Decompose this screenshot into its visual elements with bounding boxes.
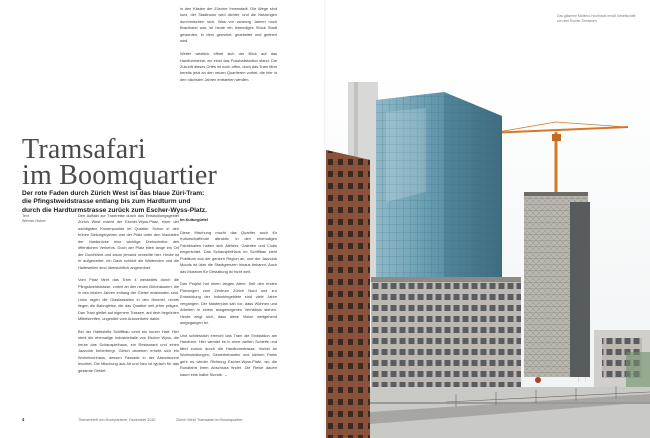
paragraph-text: Und schliesslich erreicht das Tram die Endstation am Hardturm. Hier wendet es in einer weiten Schleife und fährt zurück durch die Hardturmstrasse. Vorbei an Wohnsiedlungen, Gewerbebauten und kleinen Parks geht es wieder Richtung Escher-Wyss-Platz, wo die Rundfahrt ihren Abschluss findet. Die Reise dauert kaum eine halbe Stunde. xyxy=(180,332,277,377)
body-paragraph: in den Kästen der Zürcher Innenstadt. Die Wege sind kurz, der Stadtraum wird dichter, und die Nutzungen durchmischen sich. Was vor zwanzig Jahren noch Brachland war, ist heute ein lebendiges Stück Stadt geworden, in dem gewohnt, gearbeitet und gefeiert wird. xyxy=(180,6,277,44)
headline-line: im Boomquartier xyxy=(22,160,218,191)
column-2-top xyxy=(180,6,277,217)
body-column-1 xyxy=(78,213,179,381)
architecture-photo xyxy=(326,72,650,438)
headline-line: Tramsafari xyxy=(22,134,146,165)
photo-caption: Das gläserne Mobimo-Hochhaus erhält Gesellschaft von den Escher-Terrassen. xyxy=(557,14,636,23)
body-paragraph: Diese Mischung macht das Quartier auch für Kulturschaffende attraktiv. In den ehemaligen Fabrikhallen haben sich Ateliers, Galerien und Clubs eingerichtet. Das Schauspielhaus im Schiffbau zieht Publikum aus der ganzen Region an, und der Jazzclub Moods ist über die Stadtgrenzen hinaus bekannt. Auch das Museum für Gestaltung ist nicht weit. xyxy=(180,229,277,274)
credits-label: Text xyxy=(22,214,29,218)
building-under-construction xyxy=(524,192,590,382)
body-paragraph: Den Auftakt zur Tramreise durch das Entwicklungsgebiet Zürich West macht der Escher-Wyss-Platz, einer der wichtigsten Knotenpunkte im Quartier. Schon in den frühen Siebzigerjahren war der Platz unter den Viadukten der Hardbrücke eine wichtige Drehscheibe des öffentlichen Verkehrs. Doch der Platz blieb lange ein Ort der Durchfahrt und kaum jemand verweilte hier. Heute ist er aufgewertet, ein Dach schützt die Wartenden und die Haltestellen sind übersichtlich angeordnet. xyxy=(78,213,179,270)
body-paragraph: Vom Platz fährt das Tram 4 westwärts durch die Pfingstweidstrasse, vorbei an den neuen Bürohäusern, die in den letzten Jahren entlang der Gleise entstanden sind. Links ragen die Glasfassaden in den Himmel, rechts liegen die Bahngleise, die das Quartier seit jeher prägen. Das Tram gleitet auf eigenem Trassee, auf dem begrünten Mittelstreifen, ungestört vom Autoverkehr dahin. xyxy=(78,277,179,322)
page-number: 4 xyxy=(22,417,25,422)
footer-title: Tramsafari im Boomquartier xyxy=(197,418,243,422)
body-paragraph: Bei der Haltestelle Schiffbau lohnt ein kurzer Halt: Hier steht die ehemalige Industriehalle von Escher Wyss, die heute das Schauspielhaus, ein Restaurant und einen Jazzclub beherbergt. Gleich daneben erhebt sich ein Wohnhochhaus, dessen Fassade in der Abendsonne leuchtet. Die Mischung aus Alt und Neu ist typisch für das gesamte Gebiet. xyxy=(78,329,179,373)
author-credits xyxy=(22,214,46,224)
brick-building xyxy=(326,150,370,438)
end-mark-arrow: → xyxy=(224,371,229,377)
lead-line: die Pfingstweidstrasse entlang bis zum Hardturm und xyxy=(22,198,191,206)
body-paragraph: Das Projekt hat einen langen Atem: Seit den ersten Planungen zum Zentrum Zürich Nord und zur Entwicklung der Industriegebiete sind viele Jahre vergangen. Der Masterplan sah vor, dass Wohnen und Arbeiten in einem ausgewogenen Verhältnis stehen. Heute zeigt sich, dass diese Vision weitgehend aufgegangen ist. xyxy=(180,281,277,326)
credits-author: Werner Huber xyxy=(22,219,46,223)
body-paragraph: Weiter westlich öffnet sich der Blick auf das Hardturmareal, wo einst das Fussballstadion stand. Die Zukunft dieses Ortes ist noch offen, doch das Tram fährt bereits jetzt an den neuen Quartieren vorbei, die hier in den nächsten Jahren entstehen werden. xyxy=(180,51,277,82)
footer-publication: Themenheft von Hochparterre, Dezember 2010 xyxy=(78,418,156,422)
subheading: Im Kulturgürtel xyxy=(180,217,208,222)
photo-illustration xyxy=(326,72,650,438)
lead-line: durch die Hardturmstrasse zurück zum Escher-Wyss-Platz. xyxy=(22,206,207,214)
body-paragraph xyxy=(180,333,277,378)
lead-line: Der rote Faden durch Zürich West ist das blaue Züri-Tram: xyxy=(22,190,205,197)
street-sign xyxy=(535,377,541,383)
body-column-2 xyxy=(180,6,277,385)
footer-section: Zürich West xyxy=(176,418,196,422)
